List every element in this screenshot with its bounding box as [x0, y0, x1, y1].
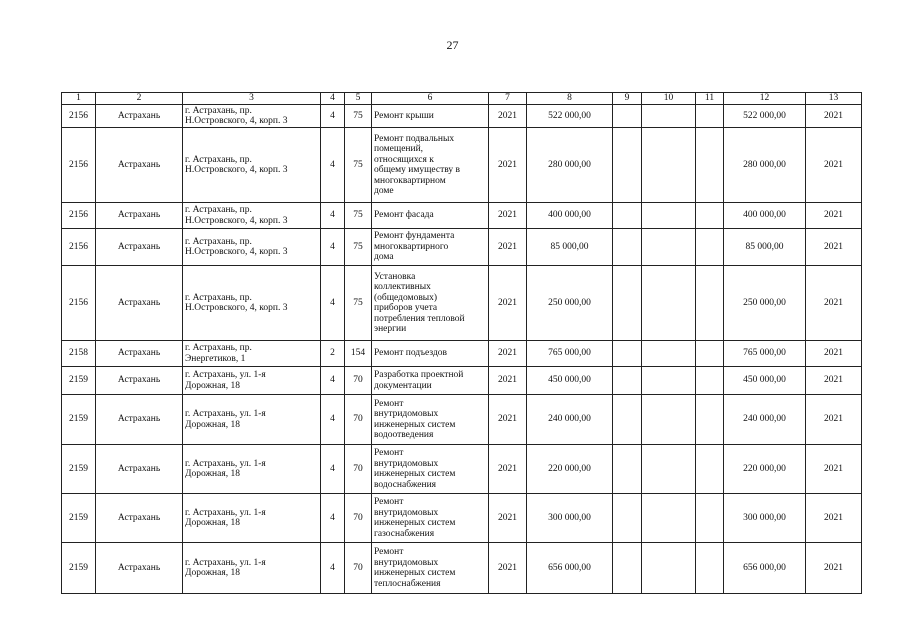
- cell-cost: 240 000,00: [527, 395, 613, 445]
- table-row: [62, 395, 862, 445]
- table-row: [62, 543, 862, 594]
- cell-address: г. Астрахань, пр. Н.Островского, 4, корп. 3: [183, 128, 321, 203]
- cell-col4: 4: [321, 266, 345, 341]
- cell-col11: [696, 395, 724, 445]
- cell-col10: [642, 395, 696, 445]
- cell-municipality: Астрахань: [96, 105, 183, 128]
- cell-work-type: Ремонт подвальных помещений, относящихся к общему имуществу в многоквартирном доме: [372, 128, 489, 203]
- cell-col10: [642, 266, 696, 341]
- cell-work-type: Ремонт внутридомовых инженерных систем теплоснабжения: [372, 543, 489, 594]
- cell-col10: [642, 445, 696, 494]
- cell-total: 280 000,00: [724, 128, 806, 203]
- cell-col9: [613, 395, 642, 445]
- cell-year: 2021: [489, 203, 527, 229]
- table-row: [62, 203, 862, 229]
- col-header: 3: [183, 93, 321, 105]
- cell-col10: [642, 494, 696, 543]
- cell-col11: [696, 543, 724, 594]
- col-header: 4: [321, 93, 345, 105]
- table-row: [62, 105, 862, 128]
- cell-address: г. Астрахань, пр. Н.Островского, 4, корп. 3: [183, 266, 321, 341]
- cell-address: г. Астрахань, пр. Н.Островского, 4, корп. 3: [183, 105, 321, 128]
- cell-number: 2156: [62, 203, 96, 229]
- col-header: 8: [527, 93, 613, 105]
- cell-number: 2159: [62, 543, 96, 594]
- cell-end-year: 2021: [806, 395, 862, 445]
- cell-work-type: Разработка проектной документации: [372, 367, 489, 395]
- cell-col9: [613, 128, 642, 203]
- cell-municipality: Астрахань: [96, 367, 183, 395]
- cell-col4: 4: [321, 229, 345, 266]
- cell-number: 2156: [62, 266, 96, 341]
- col-header: 1: [62, 93, 96, 105]
- cell-year: 2021: [489, 494, 527, 543]
- cell-col11: [696, 266, 724, 341]
- cell-col4: 4: [321, 128, 345, 203]
- cell-work-type: Ремонт внутридомовых инженерных систем водоотведения: [372, 395, 489, 445]
- table-row: [62, 494, 862, 543]
- cell-col9: [613, 203, 642, 229]
- cell-col10: [642, 128, 696, 203]
- cell-end-year: 2021: [806, 128, 862, 203]
- cell-total: 450 000,00: [724, 367, 806, 395]
- cell-number: 2159: [62, 445, 96, 494]
- cell-end-year: 2021: [806, 229, 862, 266]
- cell-end-year: 2021: [806, 494, 862, 543]
- cell-cost: 250 000,00: [527, 266, 613, 341]
- cell-col4: 4: [321, 494, 345, 543]
- cell-cost: 450 000,00: [527, 367, 613, 395]
- cell-work-type: Ремонт внутридомовых инженерных систем водоснабжения: [372, 445, 489, 494]
- cell-end-year: 2021: [806, 203, 862, 229]
- cell-col5: 70: [345, 494, 372, 543]
- cell-col5: 154: [345, 341, 372, 367]
- cell-col9: [613, 494, 642, 543]
- table-body: [62, 105, 862, 594]
- cell-year: 2021: [489, 341, 527, 367]
- col-header: 5: [345, 93, 372, 105]
- cell-address: г. Астрахань, пр. Н.Островского, 4, корп. 3: [183, 203, 321, 229]
- cell-total: 656 000,00: [724, 543, 806, 594]
- cell-col10: [642, 367, 696, 395]
- cell-col9: [613, 105, 642, 128]
- cell-col10: [642, 229, 696, 266]
- cell-municipality: Астрахань: [96, 203, 183, 229]
- cell-address: г. Астрахань, пр. Энергетиков, 1: [183, 341, 321, 367]
- cell-work-type: Ремонт внутридомовых инженерных систем газоснабжения: [372, 494, 489, 543]
- cell-municipality: Астрахань: [96, 229, 183, 266]
- cell-address: г. Астрахань, ул. 1-я Дорожная, 18: [183, 395, 321, 445]
- cell-col11: [696, 128, 724, 203]
- cell-end-year: 2021: [806, 543, 862, 594]
- col-header: 11: [696, 93, 724, 105]
- cell-col10: [642, 203, 696, 229]
- cell-cost: 765 000,00: [527, 341, 613, 367]
- cell-cost: 522 000,00: [527, 105, 613, 128]
- cell-municipality: Астрахань: [96, 445, 183, 494]
- cell-col4: 4: [321, 395, 345, 445]
- cell-col4: 4: [321, 367, 345, 395]
- cell-col10: [642, 105, 696, 128]
- cell-municipality: Астрахань: [96, 395, 183, 445]
- cell-col11: [696, 105, 724, 128]
- col-header: 2: [96, 93, 183, 105]
- cell-end-year: 2021: [806, 105, 862, 128]
- cell-total: 765 000,00: [724, 341, 806, 367]
- cell-number: 2159: [62, 395, 96, 445]
- cell-municipality: Астрахань: [96, 543, 183, 594]
- cell-year: 2021: [489, 543, 527, 594]
- col-header: 10: [642, 93, 696, 105]
- cell-year: 2021: [489, 395, 527, 445]
- cell-end-year: 2021: [806, 367, 862, 395]
- cell-col5: 75: [345, 266, 372, 341]
- cell-total: 400 000,00: [724, 203, 806, 229]
- col-header: 7: [489, 93, 527, 105]
- cell-col9: [613, 266, 642, 341]
- cell-municipality: Астрахань: [96, 128, 183, 203]
- cell-col5: 70: [345, 445, 372, 494]
- cell-total: 220 000,00: [724, 445, 806, 494]
- cell-cost: 656 000,00: [527, 543, 613, 594]
- header-row: [62, 93, 862, 105]
- table-row: [62, 266, 862, 341]
- cell-address: г. Астрахань, ул. 1-я Дорожная, 18: [183, 543, 321, 594]
- cell-col9: [613, 543, 642, 594]
- cell-municipality: Астрахань: [96, 341, 183, 367]
- cell-year: 2021: [489, 266, 527, 341]
- cell-col9: [613, 367, 642, 395]
- cell-total: 85 000,00: [724, 229, 806, 266]
- cell-total: 522 000,00: [724, 105, 806, 128]
- cell-work-type: Ремонт фасада: [372, 203, 489, 229]
- cell-number: 2156: [62, 229, 96, 266]
- cell-end-year: 2021: [806, 341, 862, 367]
- cell-col10: [642, 341, 696, 367]
- cell-col11: [696, 229, 724, 266]
- page-number: 27: [446, 38, 459, 52]
- cell-col5: 75: [345, 203, 372, 229]
- cell-col5: 75: [345, 128, 372, 203]
- cell-address: г. Астрахань, ул. 1-я Дорожная, 18: [183, 367, 321, 395]
- cell-work-type: Ремонт подъездов: [372, 341, 489, 367]
- cell-col11: [696, 341, 724, 367]
- cell-cost: 300 000,00: [527, 494, 613, 543]
- table-row: [62, 128, 862, 203]
- cell-end-year: 2021: [806, 445, 862, 494]
- cell-col11: [696, 367, 724, 395]
- cell-work-type: Установка коллективных (общедомовых) приборов учета потребления тепловой энергии: [372, 266, 489, 341]
- col-header: 9: [613, 93, 642, 105]
- cell-col5: 70: [345, 395, 372, 445]
- cell-number: 2156: [62, 105, 96, 128]
- cell-cost: 400 000,00: [527, 203, 613, 229]
- cell-address: г. Астрахань, пр. Н.Островского, 4, корп. 3: [183, 229, 321, 266]
- cell-year: 2021: [489, 229, 527, 266]
- cell-col4: 4: [321, 445, 345, 494]
- cell-col11: [696, 445, 724, 494]
- cell-col5: 75: [345, 229, 372, 266]
- cell-work-type: Ремонт фундамента многоквартирного дома: [372, 229, 489, 266]
- cell-year: 2021: [489, 367, 527, 395]
- cell-cost: 85 000,00: [527, 229, 613, 266]
- cell-col10: [642, 543, 696, 594]
- cell-address: г. Астрахань, ул. 1-я Дорожная, 18: [183, 494, 321, 543]
- cell-number: 2158: [62, 341, 96, 367]
- cell-cost: 220 000,00: [527, 445, 613, 494]
- cell-col5: 70: [345, 367, 372, 395]
- cell-total: 240 000,00: [724, 395, 806, 445]
- col-header: 12: [724, 93, 806, 105]
- cell-col9: [613, 341, 642, 367]
- cell-col9: [613, 445, 642, 494]
- cell-col11: [696, 203, 724, 229]
- col-header: 6: [372, 93, 489, 105]
- cell-col11: [696, 494, 724, 543]
- cell-col4: 4: [321, 105, 345, 128]
- cell-col5: 70: [345, 543, 372, 594]
- col-header: 13: [806, 93, 862, 105]
- cell-col5: 75: [345, 105, 372, 128]
- cell-cost: 280 000,00: [527, 128, 613, 203]
- table-row: [62, 229, 862, 266]
- cell-number: 2156: [62, 128, 96, 203]
- cell-year: 2021: [489, 128, 527, 203]
- cell-work-type: Ремонт крыши: [372, 105, 489, 128]
- cell-year: 2021: [489, 105, 527, 128]
- cell-col9: [613, 229, 642, 266]
- cell-number: 2159: [62, 367, 96, 395]
- table-row: [62, 445, 862, 494]
- cell-col4: 2: [321, 341, 345, 367]
- cell-col4: 4: [321, 543, 345, 594]
- cell-year: 2021: [489, 445, 527, 494]
- cell-address: г. Астрахань, ул. 1-я Дорожная, 18: [183, 445, 321, 494]
- cell-total: 300 000,00: [724, 494, 806, 543]
- cell-total: 250 000,00: [724, 266, 806, 341]
- table-row: [62, 341, 862, 367]
- register-table: [61, 92, 862, 594]
- cell-municipality: Астрахань: [96, 266, 183, 341]
- cell-end-year: 2021: [806, 266, 862, 341]
- cell-municipality: Астрахань: [96, 494, 183, 543]
- table-row: [62, 367, 862, 395]
- cell-col4: 4: [321, 203, 345, 229]
- cell-number: 2159: [62, 494, 96, 543]
